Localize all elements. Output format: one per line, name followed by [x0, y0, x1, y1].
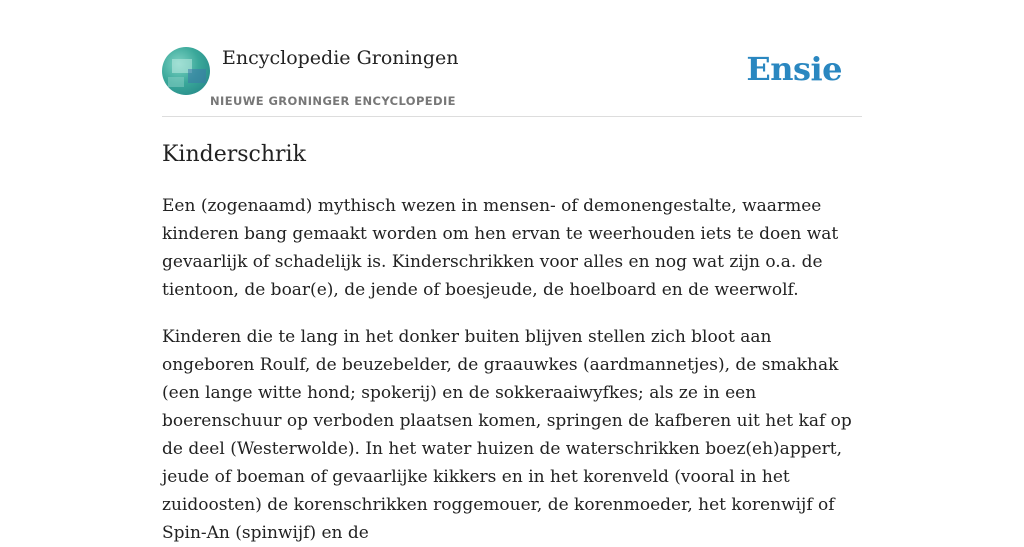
article-paragraph: Een (zogenaamd) mythisch wezen in mensen- of demonengestalte, waarmee kinderen bang gemaakt worden om hen ervan te weerhouden iets te doen wat gevaarlijk of schadelijk is. Kinderschrikken voor alles en nog wat zijn o.a. de tientoon, de boar(e), de jende of boesjeude, de hoelboard en de weerwolf.	[162, 196, 839, 300]
site-title-link[interactable]: Encyclopedie Groningen	[222, 47, 459, 69]
logo-tile	[188, 69, 206, 83]
ensie-brand-link[interactable]: Ensie	[746, 50, 842, 88]
article-title: Kinderschrik	[162, 142, 306, 167]
site-subtitle: NIEUWE GRONINGER ENCYCLOPEDIE	[210, 94, 456, 108]
article-content	[162, 138, 862, 547]
site-header	[162, 0, 862, 117]
site-logo-icon[interactable]	[162, 47, 210, 95]
logo-tile	[168, 77, 184, 87]
article-paragraph: Kinderen die te lang in het donker buiten blijven stellen zich bloot aan ongeboren Roulf, de beuzebelder, de graauwkes (aardmannetjes), de smakhak (een lange witte hond; spokerij) en de sokkeraaiwyfkes; als ze in een boerenschuur op verboden plaatsen komen, springen de kafberen uit het kaf op de deel (Westerwolde). In het water huizen de waterschrikken boez(eh)appert, jeude of boeman of gevaarlijke kikkers en in het korenveld (vooral in het zuidoosten) de korenschrikken roggemouer, de korenmoeder, het korenwijf of Spin-An (spinwijf) en de	[162, 327, 852, 543]
